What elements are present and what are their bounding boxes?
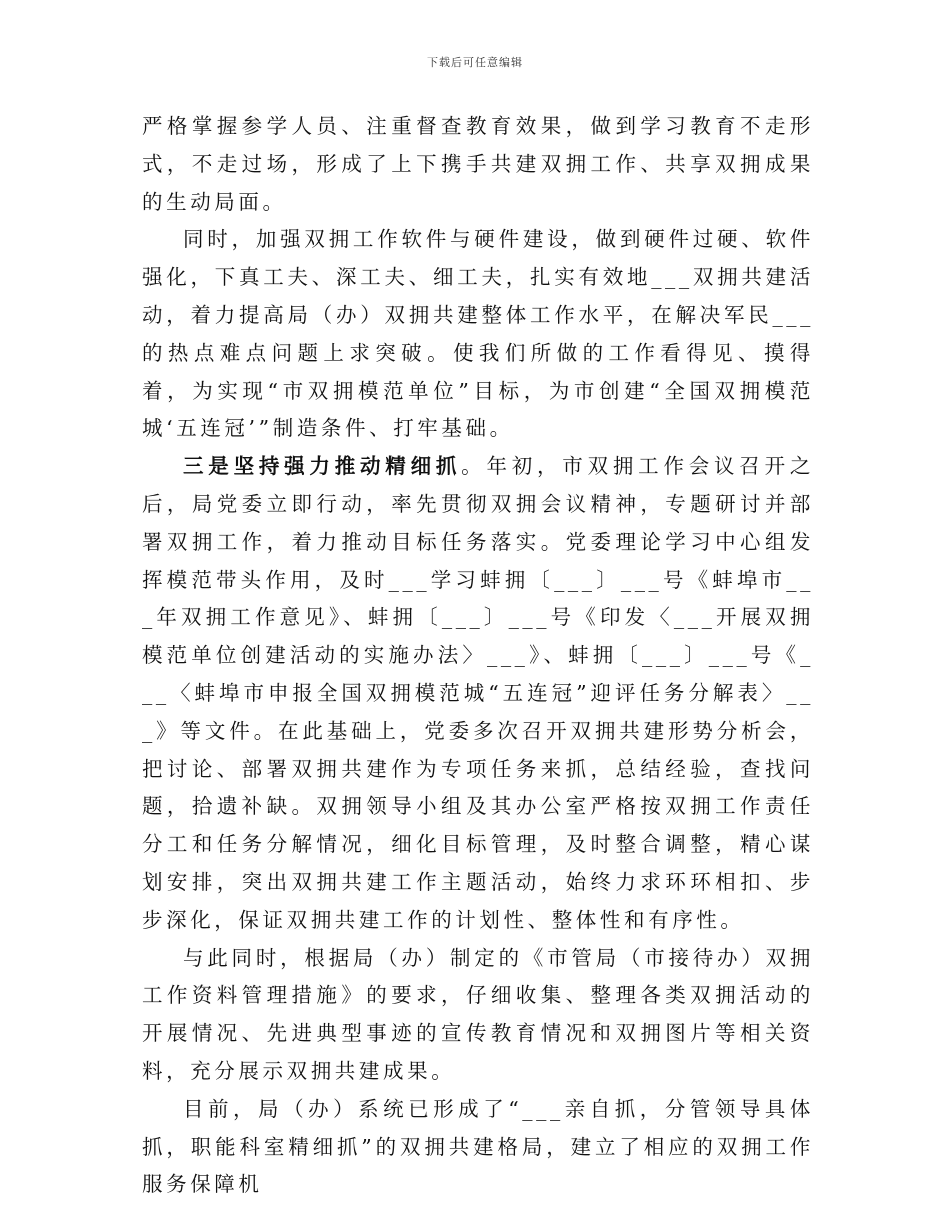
paragraph-1: 严格掌握参学人员、注重督查教育效果，做到学习教育不走形式，不走过场，形成了上下携手共建双拥工作、共享双拥成果的生动局面。	[142, 114, 814, 214]
paragraph-3-text: 。年初，市双拥工作会议召开之后，局党委立即行动，率先贯彻双拥会议精神，专题研讨并部署双拥工作，着力推动目标任务落实。党委理论学习中心组发挥模范带头作用，及时___学习蚌拥〔___〕___号《蚌埠市___年双拥工作意见》、蚌拥〔___〕___号《印发〈___开展双拥模范单位创建活动的实施办法〉___》、蚌拥〔___〕___号《___〈蚌埠市申报全国双拥模范城“五连冠”迎评任务分解表〉___》等文件。在此基础上，党委多次召开双拥共建形势分析会，把讨论、部署双拥共建作为专项任务来抓，总结经验，查找问题，拾遗补缺。双拥领导小组及其办公室严格按双拥工作责任分工和任务分解情况，细化目标管理，及时整合调整，精心谋划安排，突出双拥共建工作主题活动，始终力求环环相扣、步步深化，保证双拥共建工作的计划性、整体性和有序性。	[142, 454, 814, 932]
page-header: 下载后可任意编辑	[427, 56, 523, 69]
paragraph-4: 与此同时，根据局（办）制定的《市管局（市接待办）双拥工作资料管理措施》的要求，仔细收集、整理各类双拥活动的开展情况、先进典型事迹的宣传教育情况和双拥图片等相关资料，充分展示双拥共建成果。	[142, 945, 814, 1083]
paragraph-3	[142, 448, 814, 939]
paragraph-3-lead: 三是坚持强力推动精细抓	[183, 454, 462, 479]
document-body	[142, 108, 814, 1204]
paragraph-2: 同时，加强双拥工作软件与硬件建设，做到硬件过硬、软件强化，下真工夫、深工夫、细工夫，扎实有效地___双拥共建活动，着力提高局（办）双拥共建整体工作水平，在解决军民___的热点难点问题上求突破。使我们所做的工作看得见、摸得着，为实现“市双拥模范单位”目标，为市创建“全国双拥模范城‘五连冠’”制造条件、打牢基础。	[142, 227, 814, 441]
paragraph-5: 目前，局（办）系统已形成了“___亲自抓，分管领导具体抓，职能科室精细抓”的双拥共建格局，建立了相应的双拥工作服务保障机	[142, 1096, 814, 1197]
